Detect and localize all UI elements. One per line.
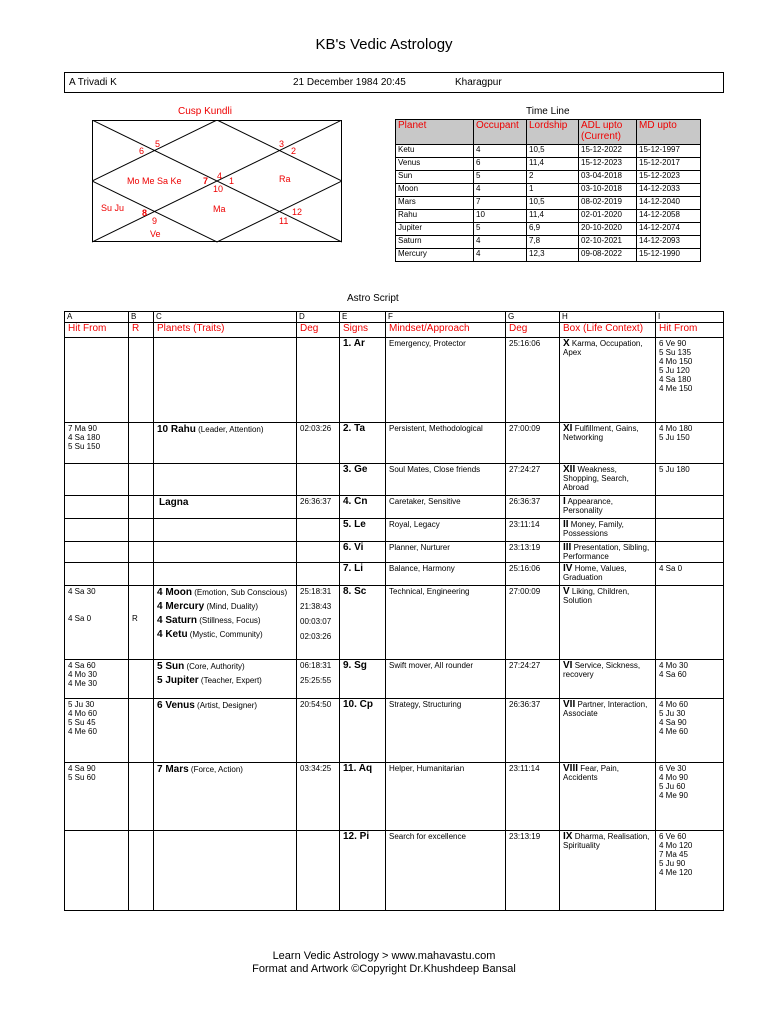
timeline-cell: 20-10-2020 [579,223,637,236]
planet-entry [157,630,293,639]
timeline-cell: 03-10-2018 [579,184,637,197]
astro-header: Signs [340,323,386,338]
house-number: IX [563,831,573,842]
house-context: Dharma, Realisation, Spirituality [563,832,650,850]
sign-degree: 26:36:37 [506,496,560,519]
column-letter: E [340,312,386,323]
kundli-label: 1 [229,176,235,186]
retro-flag [129,660,154,699]
retro-flag [129,464,154,496]
box-life-context [560,423,656,464]
planets-traits [154,464,297,496]
sign-degree: 23:11:14 [506,763,560,831]
planets-traits [154,519,297,542]
planet-degree: 06:18:31 25:25:55 [297,660,340,699]
timeline-cell: 11,4 [527,210,579,223]
timeline-row [396,158,701,171]
timeline-row [396,197,701,210]
hit-from-right: 6 Ve 30 4 Mo 90 5 Ju 60 4 Me 90 [656,763,724,831]
house-number: I [563,496,566,507]
astro-row [65,464,724,496]
planets-traits [154,763,297,831]
timeline-row [396,236,701,249]
kundli-label: 11 [279,216,289,226]
sign-name: 9. Sg [340,660,386,699]
hit-from-left: 7 Ma 90 4 Sa 180 5 Su 150 [65,423,129,464]
mindset-approach: Planner, Nurturer [386,542,506,563]
box-life-context [560,519,656,542]
planet-traits: (Mystic, Community) [189,630,263,639]
astro-header: Hit From [656,323,724,338]
hit-from-left: 5 Ju 30 4 Mo 60 5 Su 45 4 Me 60 [65,699,129,763]
timeline-cell: 10 [474,210,527,223]
timeline-cell: 4 [474,184,527,197]
timeline-cell: 4 [474,236,527,249]
column-letter: I [656,312,724,323]
timeline-row [396,171,701,184]
planet-entry [157,676,293,685]
timeline-cell: 4 [474,145,527,158]
timeline-cell: Mars [396,197,474,210]
hit-from-left [65,831,129,911]
retro-flag [129,563,154,586]
house-context: Presentation, Sibling, Performance [563,543,650,561]
planet-degree: 25:18:31 21:38:43 00:03:07 02:03:26 [297,586,340,660]
astro-header: R [129,323,154,338]
timeline-cell: 5 [474,171,527,184]
retro-flag [129,763,154,831]
kundli-label: Mo Me Sa Ke [127,176,182,186]
house-number: VIII [563,763,579,774]
box-life-context [560,660,656,699]
timeline-cell: 12,3 [527,249,579,262]
kundli-label: 4 [217,171,223,181]
timeline-cell: 15-12-1997 [637,145,701,158]
timeline-cell: 15-12-1990 [637,249,701,262]
house-context: Partner, Interaction, Associate [563,700,648,718]
sign-degree: 27:24:27 [506,660,560,699]
column-letters-row [65,312,724,323]
planet-name: 6 Venus [157,700,195,711]
timeline-cell: 14-12-2040 [637,197,701,210]
planet-degree: 26:36:37 [297,496,340,519]
astro-row [65,563,724,586]
box-life-context [560,586,656,660]
timeline-cell: 14-12-2058 [637,210,701,223]
retro-flag [129,831,154,911]
mindset-approach: Swift mover, All rounder [386,660,506,699]
hit-from-right: 6 Ve 60 4 Mo 120 7 Ma 45 5 Ju 90 4 Me 120 [656,831,724,911]
planet-name: 4 Saturn [157,615,198,626]
timeline-header: Lordship [527,120,579,145]
chart-info-bar [64,72,724,93]
column-letter: C [154,312,297,323]
planet-name: 4 Ketu [157,629,188,640]
timeline-cell: Mercury [396,249,474,262]
hit-from-left [65,496,129,519]
timeline-cell: 7,8 [527,236,579,249]
house-context: Weakness, Shopping, Search, Abroad [563,465,629,492]
timeline-cell: Ketu [396,145,474,158]
house-number: XII [563,464,576,475]
footer-link: Learn Vedic Astrology > www.mahavastu.com [272,950,496,962]
timeline-title: Time Line [526,106,570,117]
planets-traits [154,423,297,464]
house-context: Fulfillment, Gains, Networking [563,424,639,442]
sign-name: 1. Ar [340,338,386,423]
retro-flag: R [129,586,154,660]
planet-entry [157,616,293,625]
mindset-approach: Soul Mates, Close friends [386,464,506,496]
astro-row [65,423,724,464]
timeline-table [395,119,701,262]
astro-header-row [65,323,724,338]
planet-degree [297,464,340,496]
sign-degree: 25:16:06 [506,563,560,586]
hit-from-left [65,519,129,542]
kundli-label: 6 [139,146,145,156]
timeline-row [396,145,701,158]
timeline-cell: 5 [474,223,527,236]
timeline-cell: 03-04-2018 [579,171,637,184]
box-life-context [560,464,656,496]
retro-flag [129,496,154,519]
box-life-context [560,699,656,763]
planet-traits: (Teacher, Expert) [200,676,262,685]
timeline-cell: Moon [396,184,474,197]
planet-traits: (Core, Authority) [186,662,245,671]
planet-name: 4 Mercury [157,601,205,612]
planets-traits [154,338,297,423]
timeline-cell: Rahu [396,210,474,223]
kundli-label: Su Ju [101,203,125,213]
house-context: Service, Sickness, recovery [563,661,641,679]
native-name: A Trivadi K [69,77,117,88]
mindset-approach: Royal, Legacy [386,519,506,542]
box-life-context [560,542,656,563]
planet-traits: (Emotion, Sub Conscious) [194,588,288,597]
kundli-label: Ve [150,229,161,239]
planets-traits [154,586,297,660]
birth-datetime: 21 December 1984 20:45 [293,77,406,88]
house-number: XI [563,423,573,434]
sign-name: 4. Cn [340,496,386,519]
planet-name: 5 Sun [157,661,185,672]
kundli-label: 5 [155,139,161,149]
astro-row [65,338,724,423]
planets-traits [154,660,297,699]
box-life-context [560,763,656,831]
retro-flag [129,338,154,423]
hit-from-left [65,563,129,586]
kundli-label: 9 [152,216,158,226]
box-life-context [560,338,656,423]
planet-entry [159,498,293,507]
box-life-context [560,831,656,911]
planets-traits [154,563,297,586]
column-letter: F [386,312,506,323]
sign-degree: 27:00:09 [506,586,560,660]
timeline-cell: 09-08-2022 [579,249,637,262]
column-letter: D [297,312,340,323]
mindset-approach: Technical, Engineering [386,586,506,660]
mindset-approach: Strategy, Structuring [386,699,506,763]
planet-degree [297,542,340,563]
cusp-kundli-chart [92,120,342,244]
astro-header: Mindset/Approach [386,323,506,338]
house-context: Fear, Pain, Accidents [563,764,619,782]
planet-degree [297,831,340,911]
mindset-approach: Persistent, Methodological [386,423,506,464]
box-life-context [560,496,656,519]
birth-place: Kharagpur [455,77,502,88]
planets-traits [154,542,297,563]
timeline-row [396,223,701,236]
retro-flag [129,542,154,563]
timeline-cell: 10,5 [527,145,579,158]
astro-script-table [64,311,724,911]
hit-from-left [65,542,129,563]
astro-row [65,542,724,563]
kundli-label: 3 [279,139,285,149]
astro-row [65,519,724,542]
sign-name: 6. Vi [340,542,386,563]
hit-from-left: 4 Sa 90 5 Su 60 [65,763,129,831]
page-title: KB's Vedic Astrology [315,36,453,53]
planet-degree [297,519,340,542]
sign-name: 5. Le [340,519,386,542]
timeline-cell: 11,4 [527,158,579,171]
kundli-label: 8 [142,208,148,218]
footer-copyright: Format and Artwork ©Copyright Dr.Khushdeep Bansal [252,963,516,975]
timeline-cell: 15-12-2022 [579,145,637,158]
planet-name: 7 Mars [157,764,189,775]
planet-entry [157,765,293,774]
kundli-label: 12 [292,207,303,217]
column-letter: G [506,312,560,323]
timeline-row [396,210,701,223]
sign-name: 10. Cp [340,699,386,763]
timeline-cell: 4 [474,249,527,262]
house-context: Home, Values, Graduation [563,564,627,582]
hit-from-right: 6 Ve 90 5 Su 135 4 Mo 150 5 Ju 120 4 Sa 180 4 Me 150 [656,338,724,423]
astro-script-title: Astro Script [347,293,399,304]
hit-from-right: 4 Sa 0 [656,563,724,586]
timeline-cell: 15-12-2023 [637,171,701,184]
mindset-approach: Helper, Humanitarian [386,763,506,831]
box-life-context [560,563,656,586]
sign-name: 7. Li [340,563,386,586]
house-context: Money, Family, Possessions [563,520,624,538]
planets-traits [154,699,297,763]
planet-degree [297,563,340,586]
astro-row [65,660,724,699]
column-letter: H [560,312,656,323]
planet-traits: (Artist, Designer) [197,701,258,710]
timeline-cell: 02-01-2020 [579,210,637,223]
house-number: IV [563,563,573,574]
column-letter: A [65,312,129,323]
column-letter: B [129,312,154,323]
mindset-approach: Search for excellence [386,831,506,911]
planet-entry [157,602,293,611]
planets-traits [154,496,297,519]
planet-entry [157,425,293,434]
hit-from-right: 4 Mo 60 5 Ju 30 4 Sa 90 4 Me 60 [656,699,724,763]
planet-name: 4 Moon [157,587,192,598]
astro-header: Hit From [65,323,129,338]
timeline-cell: 2 [527,171,579,184]
hit-from-right: 4 Mo 180 5 Ju 150 [656,423,724,464]
sign-degree: 27:24:27 [506,464,560,496]
kundli-label: 10 [213,184,224,194]
sign-degree: 27:00:09 [506,423,560,464]
retro-flag [129,519,154,542]
kundli-label: Ma [213,204,226,214]
timeline-cell: 14-12-2074 [637,223,701,236]
house-number: X [563,338,570,349]
timeline-header: ADL upto (Current) [579,120,637,145]
timeline-cell: Saturn [396,236,474,249]
planet-degree: 03:34:25 [297,763,340,831]
retro-flag [129,699,154,763]
timeline-cell: 15-12-2017 [637,158,701,171]
timeline-cell: 6 [474,158,527,171]
mindset-approach: Balance, Harmony [386,563,506,586]
hit-from-left [65,338,129,423]
sign-degree: 25:16:06 [506,338,560,423]
astro-header: Deg [506,323,560,338]
mindset-approach: Caretaker, Sensitive [386,496,506,519]
house-number: VII [563,699,576,710]
astro-row [65,699,724,763]
timeline-cell: 15-12-2023 [579,158,637,171]
timeline-row [396,184,701,197]
cusp-kundli-title: Cusp Kundli [178,106,232,117]
hit-from-right [656,496,724,519]
timeline-cell: 08-02-2019 [579,197,637,210]
kundli-label: 7 [203,176,209,186]
timeline-cell: Venus [396,158,474,171]
kundli-label: 2 [291,146,297,156]
planets-traits [154,831,297,911]
house-number: III [563,542,572,553]
timeline-cell: Jupiter [396,223,474,236]
timeline-row [396,249,701,262]
planet-traits: (Force, Action) [190,765,243,774]
astro-header: Box (Life Context) [560,323,656,338]
timeline-cell: 10,5 [527,197,579,210]
astro-row [65,496,724,519]
planet-traits: (Stillness, Focus) [199,616,261,625]
astro-row [65,586,724,660]
planet-entry [157,701,293,710]
sign-name: 2. Ta [340,423,386,464]
mindset-approach: Emergency, Protector [386,338,506,423]
hit-from-right: 5 Ju 180 [656,464,724,496]
planet-name: 10 Rahu [157,424,196,435]
timeline-header: MD upto [637,120,701,145]
planet-degree: 02:03:26 [297,423,340,464]
sign-degree: 23:13:19 [506,542,560,563]
sign-name: 3. Ge [340,464,386,496]
sign-name: 8. Sc [340,586,386,660]
house-context: Appearance, Personality [563,497,613,515]
hit-from-right [656,519,724,542]
timeline-header: Planet [396,120,474,145]
hit-from-right [656,586,724,660]
sign-name: 12. Pi [340,831,386,911]
hit-from-left: 4 Sa 60 4 Mo 30 4 Me 30 [65,660,129,699]
hit-from-right: 4 Mo 30 4 Sa 60 [656,660,724,699]
astro-row [65,763,724,831]
planet-entry [157,662,293,671]
hit-from-left [65,464,129,496]
planet-traits: (Mind, Duality) [206,602,259,611]
sign-degree: 23:13:19 [506,831,560,911]
hit-from-right [656,542,724,563]
astro-row [65,831,724,911]
timeline-cell: 14-12-2033 [637,184,701,197]
hit-from-left: 4 Sa 30 4 Sa 0 [65,586,129,660]
timeline-cell: 7 [474,197,527,210]
timeline-cell: 6,9 [527,223,579,236]
planet-name: Lagna [159,497,189,508]
sign-name: 11. Aq [340,763,386,831]
astro-header: Deg [297,323,340,338]
timeline-cell: Sun [396,171,474,184]
kundli-label: Ra [279,174,291,184]
astro-header: Planets (Traits) [154,323,297,338]
timeline-cell: 02-10-2021 [579,236,637,249]
planet-traits: (Leader, Attention) [198,425,264,434]
house-number: II [563,519,569,530]
house-context: Karma, Occupation, Apex [563,339,643,357]
planet-degree: 20:54:50 [297,699,340,763]
timeline-header: Occupant [474,120,527,145]
planet-degree [297,338,340,423]
retro-flag [129,423,154,464]
sign-degree: 23:11:14 [506,519,560,542]
house-number: V [563,586,570,597]
house-context: Liking, Children, Solution [563,587,630,605]
planet-entry [157,588,293,597]
timeline-cell: 1 [527,184,579,197]
sign-degree: 26:36:37 [506,699,560,763]
timeline-cell: 14-12-2093 [637,236,701,249]
house-number: VI [563,660,573,671]
planet-name: 5 Jupiter [157,675,199,686]
